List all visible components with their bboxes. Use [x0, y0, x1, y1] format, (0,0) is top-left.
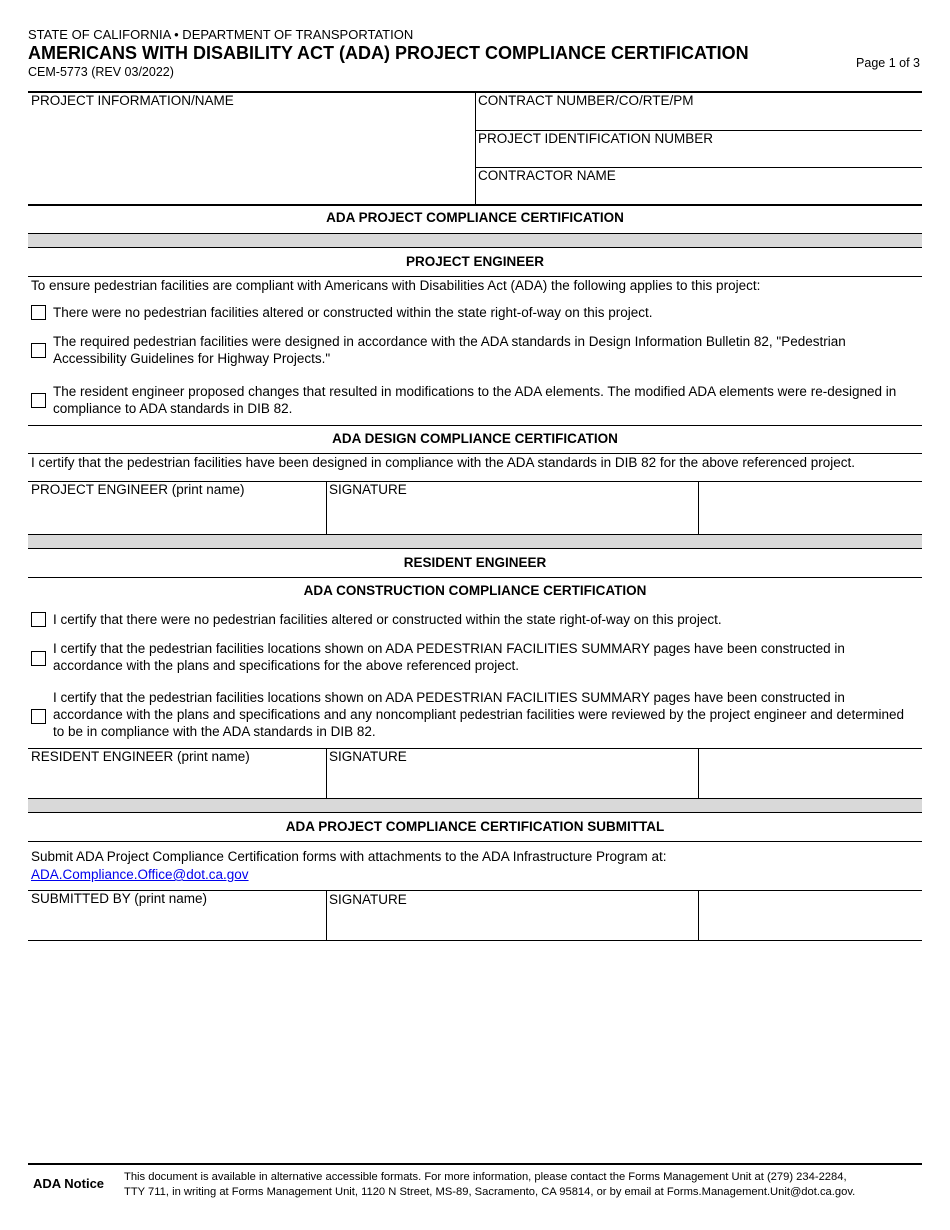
- info-bottom-rule: [28, 204, 922, 206]
- re-option-1-text: I certify that there were no pedestrian facilities altered or constructed within the state right-of-way on this project.: [53, 612, 722, 627]
- re-option-3-checkbox[interactable]: [31, 709, 46, 724]
- design-certify-text: I certify that the pedestrian facilities have been designed in compliance with the ADA standards in DIB 82 for the above referenced project.: [31, 455, 855, 470]
- design-cert-heading: ADA DESIGN COMPLIANCE CERTIFICATION: [332, 431, 618, 446]
- submitted-by-field[interactable]: [31, 911, 325, 939]
- pe-name-field[interactable]: [31, 502, 325, 532]
- re-option-2-text: I certify that the pedestrian facilities locations shown on ADA PEDESTRIAN FACILITIES SUMMARY pages have been constructed in accordance with the plans and specifications for the above referenced project.: [53, 641, 845, 673]
- submittal-heading: ADA PROJECT COMPLIANCE CERTIFICATION SUBMITTAL: [285, 819, 665, 834]
- design-top-rule: [28, 425, 922, 426]
- gray-band-3: [28, 798, 922, 813]
- project-engineer-heading: PROJECT ENGINEER: [405, 254, 545, 269]
- project-id-label: PROJECT IDENTIFICATION NUMBER: [478, 131, 714, 146]
- design-rule: [28, 453, 922, 454]
- pe-sig-div-2: [698, 481, 699, 534]
- submittal-rule: [28, 841, 922, 842]
- agency-line: STATE OF CALIFORNIA • DEPARTMENT OF TRANSPORTATION: [28, 27, 414, 42]
- pe-intro: To ensure pedestrian facilities are compliant with Americans with Disabilities Act (ADA) the following applies to this project:: [31, 278, 761, 293]
- project-name-label: PROJECT INFORMATION/NAME: [31, 93, 234, 108]
- pe-option-2-checkbox[interactable]: [31, 343, 46, 358]
- re-sig-div-2: [698, 748, 699, 798]
- contract-number-field[interactable]: [478, 110, 922, 130]
- re-name-field[interactable]: [31, 769, 325, 797]
- ada-notice-line-2: TTY 711, in writing at Forms Management Unit, 1120 N Street, MS-89, Sacramento, CA 95814, or by email at Forms.Management.Unit@dot.ca.gov.: [124, 1186, 856, 1198]
- form-title: AMERICANS WITH DISABILITY ACT (ADA) PROJECT COMPLIANCE CERTIFICATION: [28, 43, 749, 63]
- re-sig-div-1: [326, 748, 327, 798]
- contractor-name-label: CONTRACTOR NAME: [478, 168, 616, 183]
- re-signature-area[interactable]: [329, 769, 694, 796]
- pe-option-3-checkbox[interactable]: [31, 393, 46, 408]
- resident-engineer-heading: RESIDENT ENGINEER: [403, 555, 547, 570]
- sub-sig-div-1: [326, 890, 327, 940]
- re-option-3-text: I certify that the pedestrian facilities locations shown on ADA PEDESTRIAN FACILITIES SUMMARY pages have been constructed in accordance with the plans and specifications and any noncompliant pedestrian facilities were reviewed by the project engineer and determined to be in compliance with the ADA standards in DIB 82.: [53, 690, 905, 739]
- submitted-by-label: SUBMITTED BY (print name): [31, 891, 208, 906]
- gray-band-1: [28, 233, 922, 248]
- main-section-title: ADA PROJECT COMPLIANCE CERTIFICATION: [326, 210, 624, 225]
- ada-notice-line-1: This document is available in alternative accessible formats. For more information, please contact the Forms Management Unit at (279) 234-2284,: [124, 1171, 847, 1183]
- re-option-2-checkbox[interactable]: [31, 651, 46, 666]
- sub-sig-bottom: [28, 940, 922, 941]
- submittal-email-link[interactable]: ADA.Compliance.Office@dot.ca.gov: [31, 867, 249, 882]
- gray-band-2: [28, 534, 922, 549]
- pe-sig-div-1: [326, 481, 327, 534]
- pe-rule: [28, 276, 922, 277]
- form-number: CEM-5773 (REV 03/2022): [28, 65, 174, 79]
- page-number: Page 1 of 3: [856, 56, 920, 70]
- re-date-field[interactable]: [702, 751, 922, 797]
- project-name-field[interactable]: [31, 112, 473, 202]
- re-name-label: RESIDENT ENGINEER (print name): [31, 749, 250, 764]
- pe-option-1-checkbox[interactable]: [31, 305, 46, 320]
- pe-date-field[interactable]: [702, 484, 922, 532]
- info-divider: [475, 92, 476, 204]
- pe-option-1-text: There were no pedestrian facilities altered or constructed within the state right-of-way on this project.: [53, 305, 653, 320]
- submittal-text: Submit ADA Project Compliance Certification forms with attachments to the ADA Infrastructure Program at:: [31, 849, 667, 864]
- re-rule: [28, 577, 922, 578]
- construction-cert-heading: ADA CONSTRUCTION COMPLIANCE CERTIFICATION: [303, 583, 647, 598]
- pe-signature-label: SIGNATURE: [329, 482, 407, 497]
- re-signature-label: SIGNATURE: [329, 749, 407, 764]
- pe-option-2-text: The required pedestrian facilities were designed in accordance with the ADA standards in Design Information Bulletin 82, "Pedestrian Accessibility Guidelines for Highway Projects.": [53, 334, 846, 366]
- project-id-field[interactable]: [478, 148, 922, 168]
- sub-date-field[interactable]: [702, 893, 922, 939]
- sub-signature-area[interactable]: [329, 911, 694, 938]
- contract-number-label: CONTRACT NUMBER/CO/RTE/PM: [478, 93, 694, 108]
- sub-signature-label: SIGNATURE: [329, 892, 407, 907]
- contractor-name-field[interactable]: [478, 185, 922, 205]
- pe-name-label: PROJECT ENGINEER (print name): [31, 482, 245, 497]
- re-option-1-checkbox[interactable]: [31, 612, 46, 627]
- footer-rule: [28, 1163, 922, 1165]
- pe-signature-area[interactable]: [329, 502, 694, 532]
- ada-notice-label: ADA Notice: [33, 1176, 105, 1191]
- pe-option-3-text: The resident engineer proposed changes that resulted in modifications to the ADA elements. The modified ADA elements were re-designed in compliance to ADA standards in DIB 82.: [53, 384, 897, 416]
- sub-sig-div-2: [698, 890, 699, 940]
